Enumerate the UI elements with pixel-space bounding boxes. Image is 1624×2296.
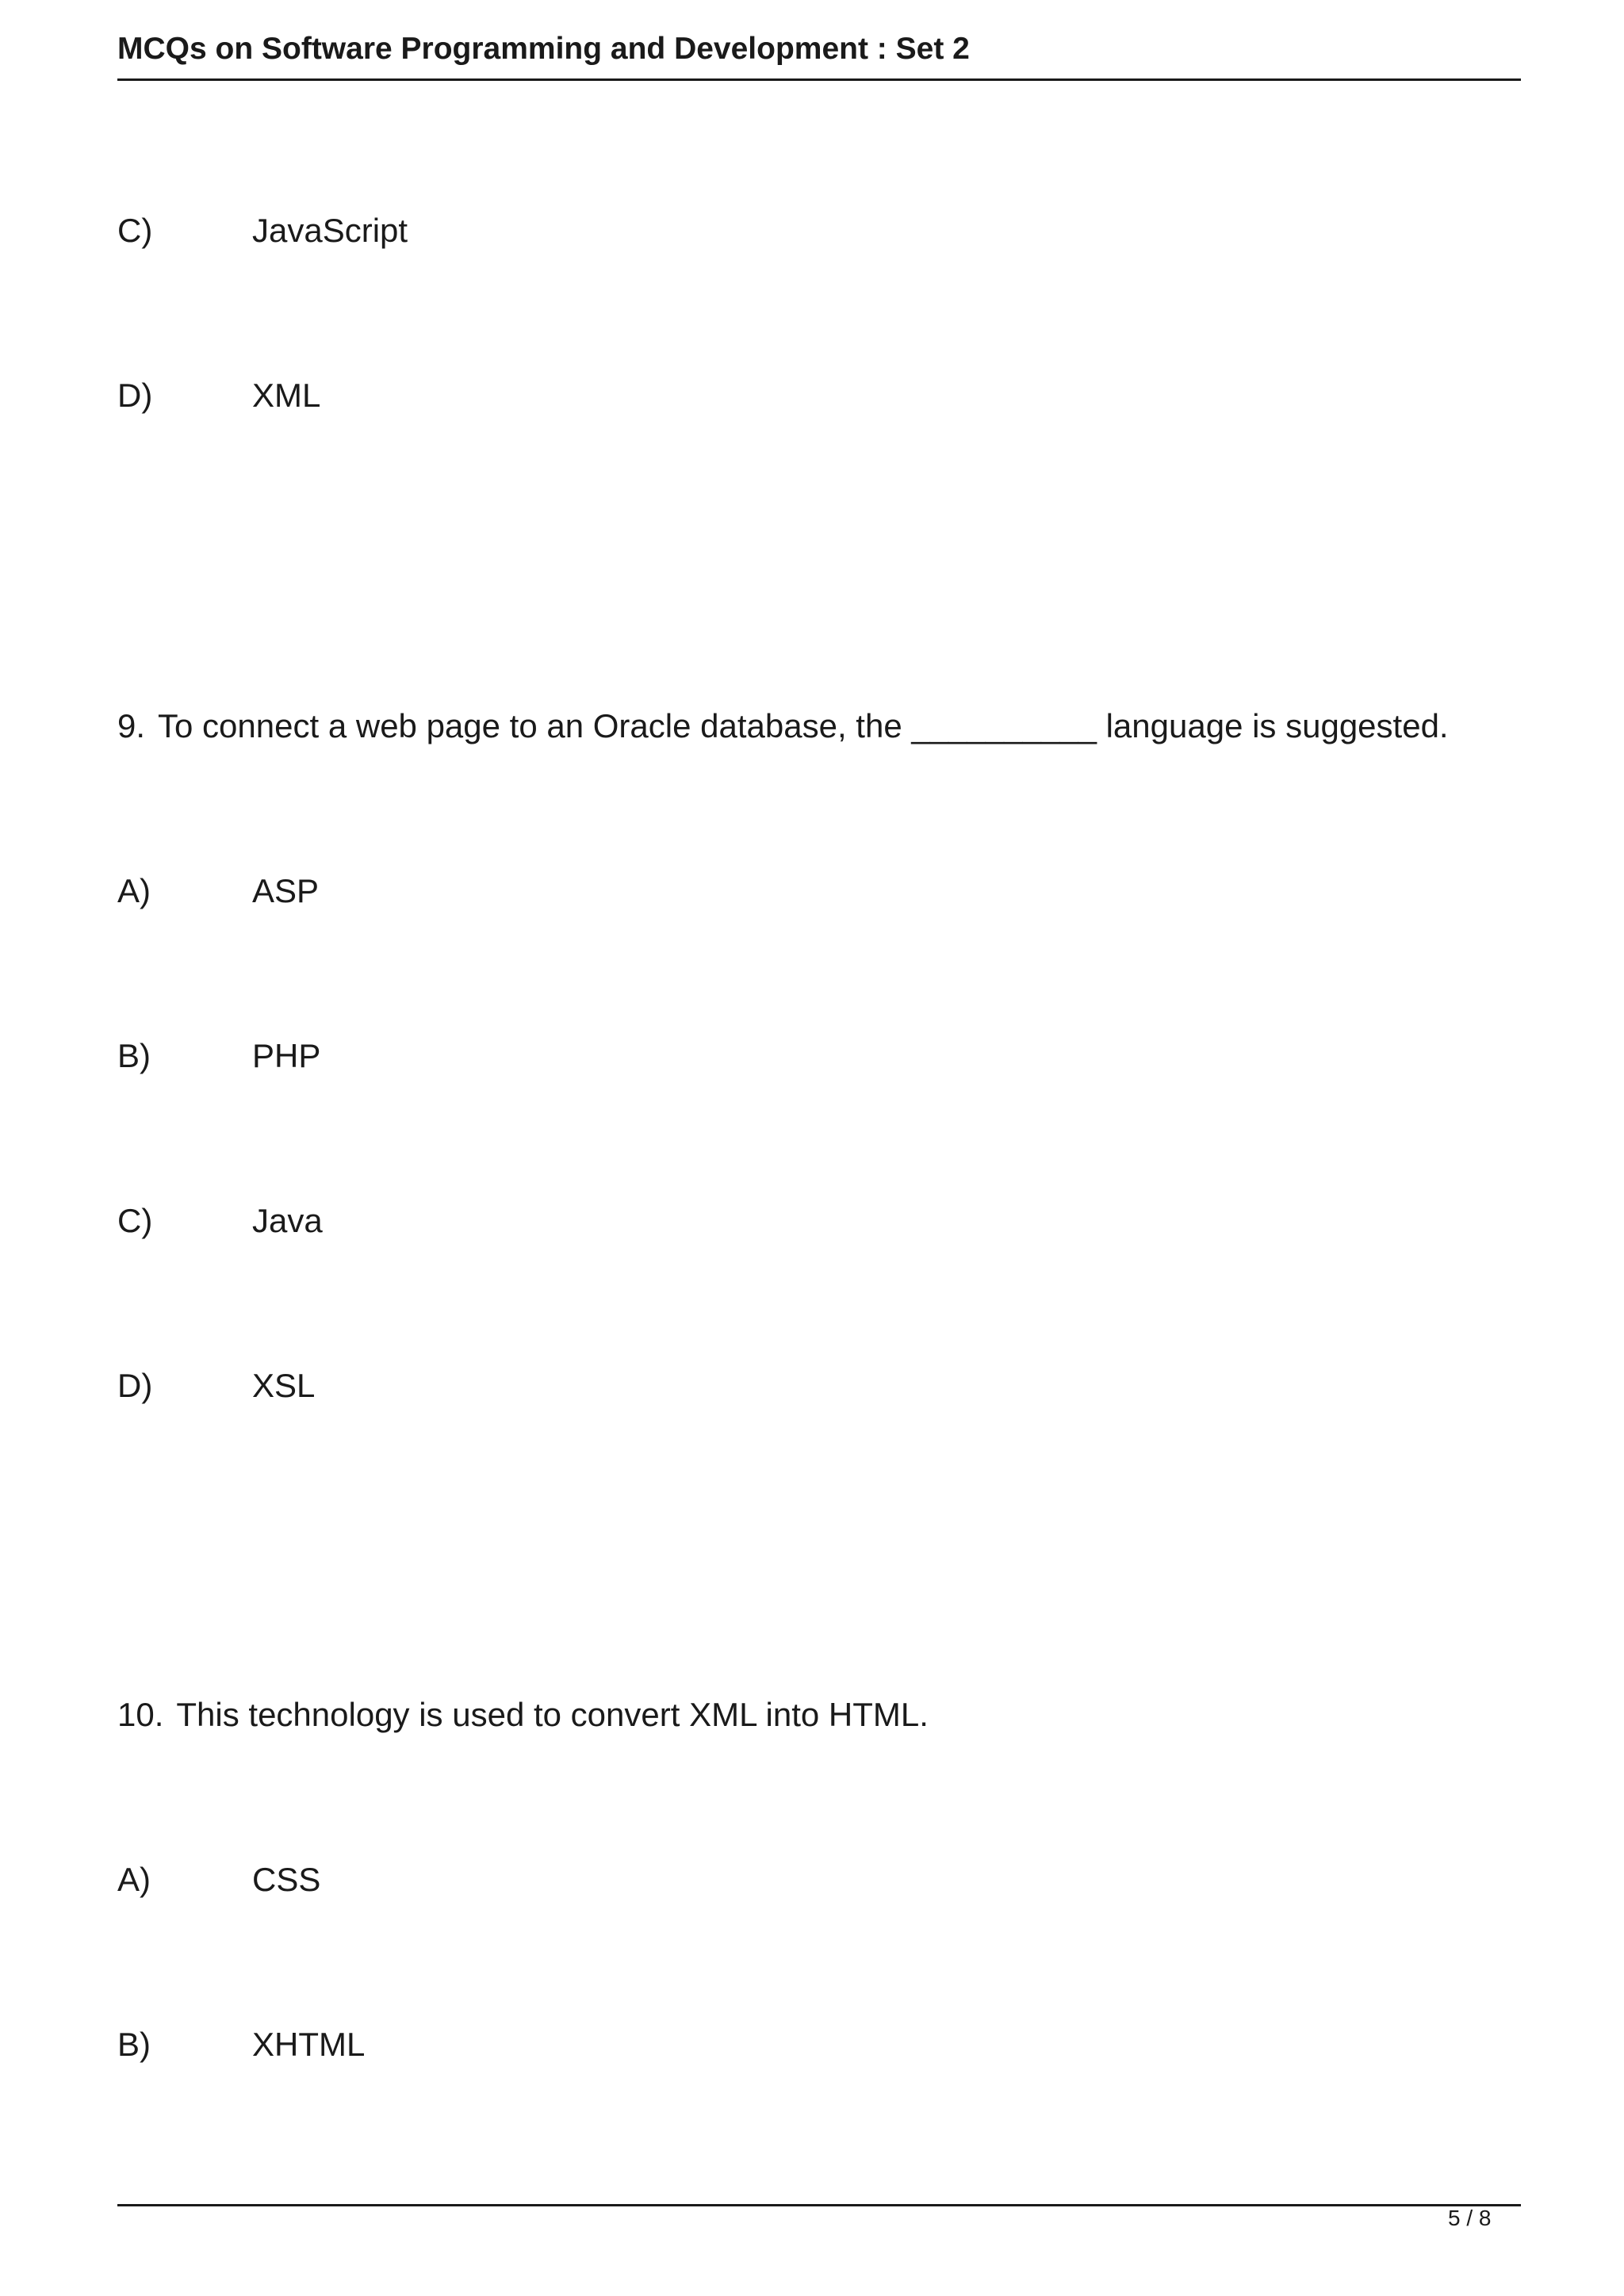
footer-divider xyxy=(117,2204,1521,2206)
question-10 xyxy=(117,1698,929,1732)
option-letter: A) xyxy=(117,1861,151,1898)
option-letter: A) xyxy=(117,872,151,909)
question-text: To connect a web page to an Oracle database, the __________ language is suggested. xyxy=(158,707,1449,744)
option-text: PHP xyxy=(252,1037,321,1074)
header-divider xyxy=(117,78,1521,81)
option-text: ASP xyxy=(252,872,320,909)
question-text: This technology is used to convert XML into HTML. xyxy=(176,1696,929,1733)
option-letter: C) xyxy=(117,212,153,249)
page-header-title: MCQs on Software Programming and Development : Set 2 xyxy=(117,32,970,66)
option-letter: B) xyxy=(117,2026,151,2063)
option-text: Java xyxy=(252,1202,323,1239)
question-number: 9. xyxy=(117,707,146,744)
option-letter: C) xyxy=(117,1202,153,1239)
question-number: 10. xyxy=(117,1696,164,1733)
option-text: XHTML xyxy=(252,2026,366,2063)
option-text: CSS xyxy=(252,1861,321,1898)
option-letter: B) xyxy=(117,1037,151,1074)
option-letter: D) xyxy=(117,1367,153,1404)
option-text: JavaScript xyxy=(252,212,408,249)
option-text: XML xyxy=(252,377,321,414)
option-text: XSL xyxy=(252,1367,316,1404)
page-number: 5 / 8 xyxy=(1448,2206,1492,2230)
option-letter: D) xyxy=(117,377,153,414)
question-9 xyxy=(117,707,1449,744)
